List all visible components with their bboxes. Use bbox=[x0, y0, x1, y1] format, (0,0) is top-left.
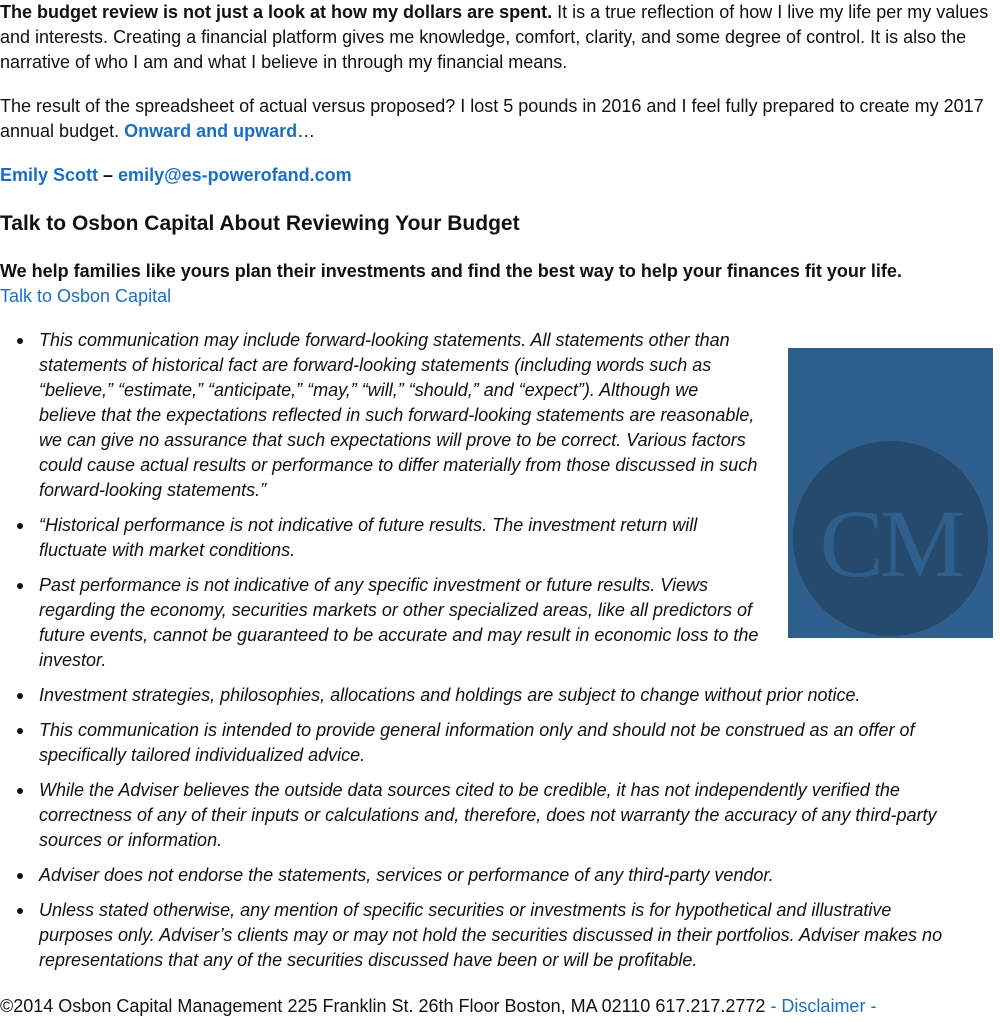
disclosure-item: Investment strategies, philosophies, allocations and holdings are subject to change without prior notice. bbox=[39, 683, 969, 708]
disclaimer-link[interactable]: - Disclaimer - bbox=[770, 996, 877, 1016]
talk-to-osbon-link[interactable]: Talk to Osbon Capital bbox=[0, 286, 172, 306]
cm-logo bbox=[788, 348, 993, 638]
cta-heading: Talk to Osbon Capital About Reviewing Your Budget bbox=[0, 212, 520, 235]
author-separator: – bbox=[98, 165, 119, 185]
author-name-link[interactable]: Emily Scott bbox=[0, 165, 99, 185]
onward-link[interactable]: Onward and upward bbox=[124, 121, 298, 141]
disclosure-item: This communication is intended to provide general information only and should not be construed as an offer of specifically tailored individualized advice. bbox=[39, 718, 969, 768]
footer-address: ©2014 Osbon Capital Management 225 Franklin St. 26th Floor Boston, MA 02110 617.217.2772 bbox=[0, 996, 771, 1016]
result-paragraph bbox=[0, 94, 990, 144]
intro-paragraph bbox=[0, 0, 990, 75]
author-email-link[interactable]: emily@es-powerofand.com bbox=[118, 165, 352, 185]
disclosure-item: “Historical performance is not indicative of future results. The investment return will fluctuate with market conditions. bbox=[39, 513, 759, 563]
disclosure-item: Unless stated otherwise, any mention of specific securities or investments is for hypothetical and illustrative purposes only. Adviser’s clients may or may not hold the securities discussed in their portfolios. Adviser makes no representations that any of the securities discussed have been or will be profitable. bbox=[39, 898, 969, 973]
result-text: The result of the spreadsheet of actual versus proposed? I lost 5 pounds in 2016 and I feel fully prepared to create my 2017 annual budget. bbox=[0, 96, 984, 141]
disclosure-item: Past performance is not indicative of any specific investment or future results. Views regarding the economy, securities markets or other specialized areas, like all predictors of future events, cannot be guaranteed to be accurate and may result in economic loss to the investor. bbox=[39, 573, 759, 673]
logo-monogram: CM bbox=[819, 490, 962, 597]
disclosure-item: While the Adviser believes the outside data sources cited to be credible, it has not independently verified the correctness of any of their inputs or calculations and, therefore, does not warranty the accuracy of any third-party sources or information. bbox=[39, 778, 969, 853]
author-signature bbox=[0, 163, 352, 188]
intro-lead: The budget review is not just a look at how my dollars are spent. bbox=[0, 2, 553, 22]
footer bbox=[0, 994, 876, 1019]
cta-subheading: We help families like yours plan their investments and find the best way to help your finances fit your life. bbox=[0, 261, 902, 281]
intro-body: It is a true reflection of how I live my life per my values and interests. Creating a financial platform gives me knowledge, comfort, clarity, and some degree of control. It is also the narrative of who I am and what I believe in through my financial means. bbox=[0, 2, 989, 72]
ellipsis: … bbox=[297, 121, 316, 141]
disclosure-item: This communication may include forward-looking statements. All statements other than statements of historical fact are forward-looking statements (including words such as “believe,” “estimate,” “anticipate,” “may,” “will,” “should,” and “expect”). Although we believe that the expectations reflected in such forward-looking statements are reasonable, we can give no assurance that such expectations will prove to be correct. Various factors could cause actual results or performance to differ materially from those discussed in such forward-looking statements.” bbox=[39, 328, 759, 503]
disclosure-item: Adviser does not endorse the statements, services or performance of any third-party vendor. bbox=[39, 863, 969, 888]
